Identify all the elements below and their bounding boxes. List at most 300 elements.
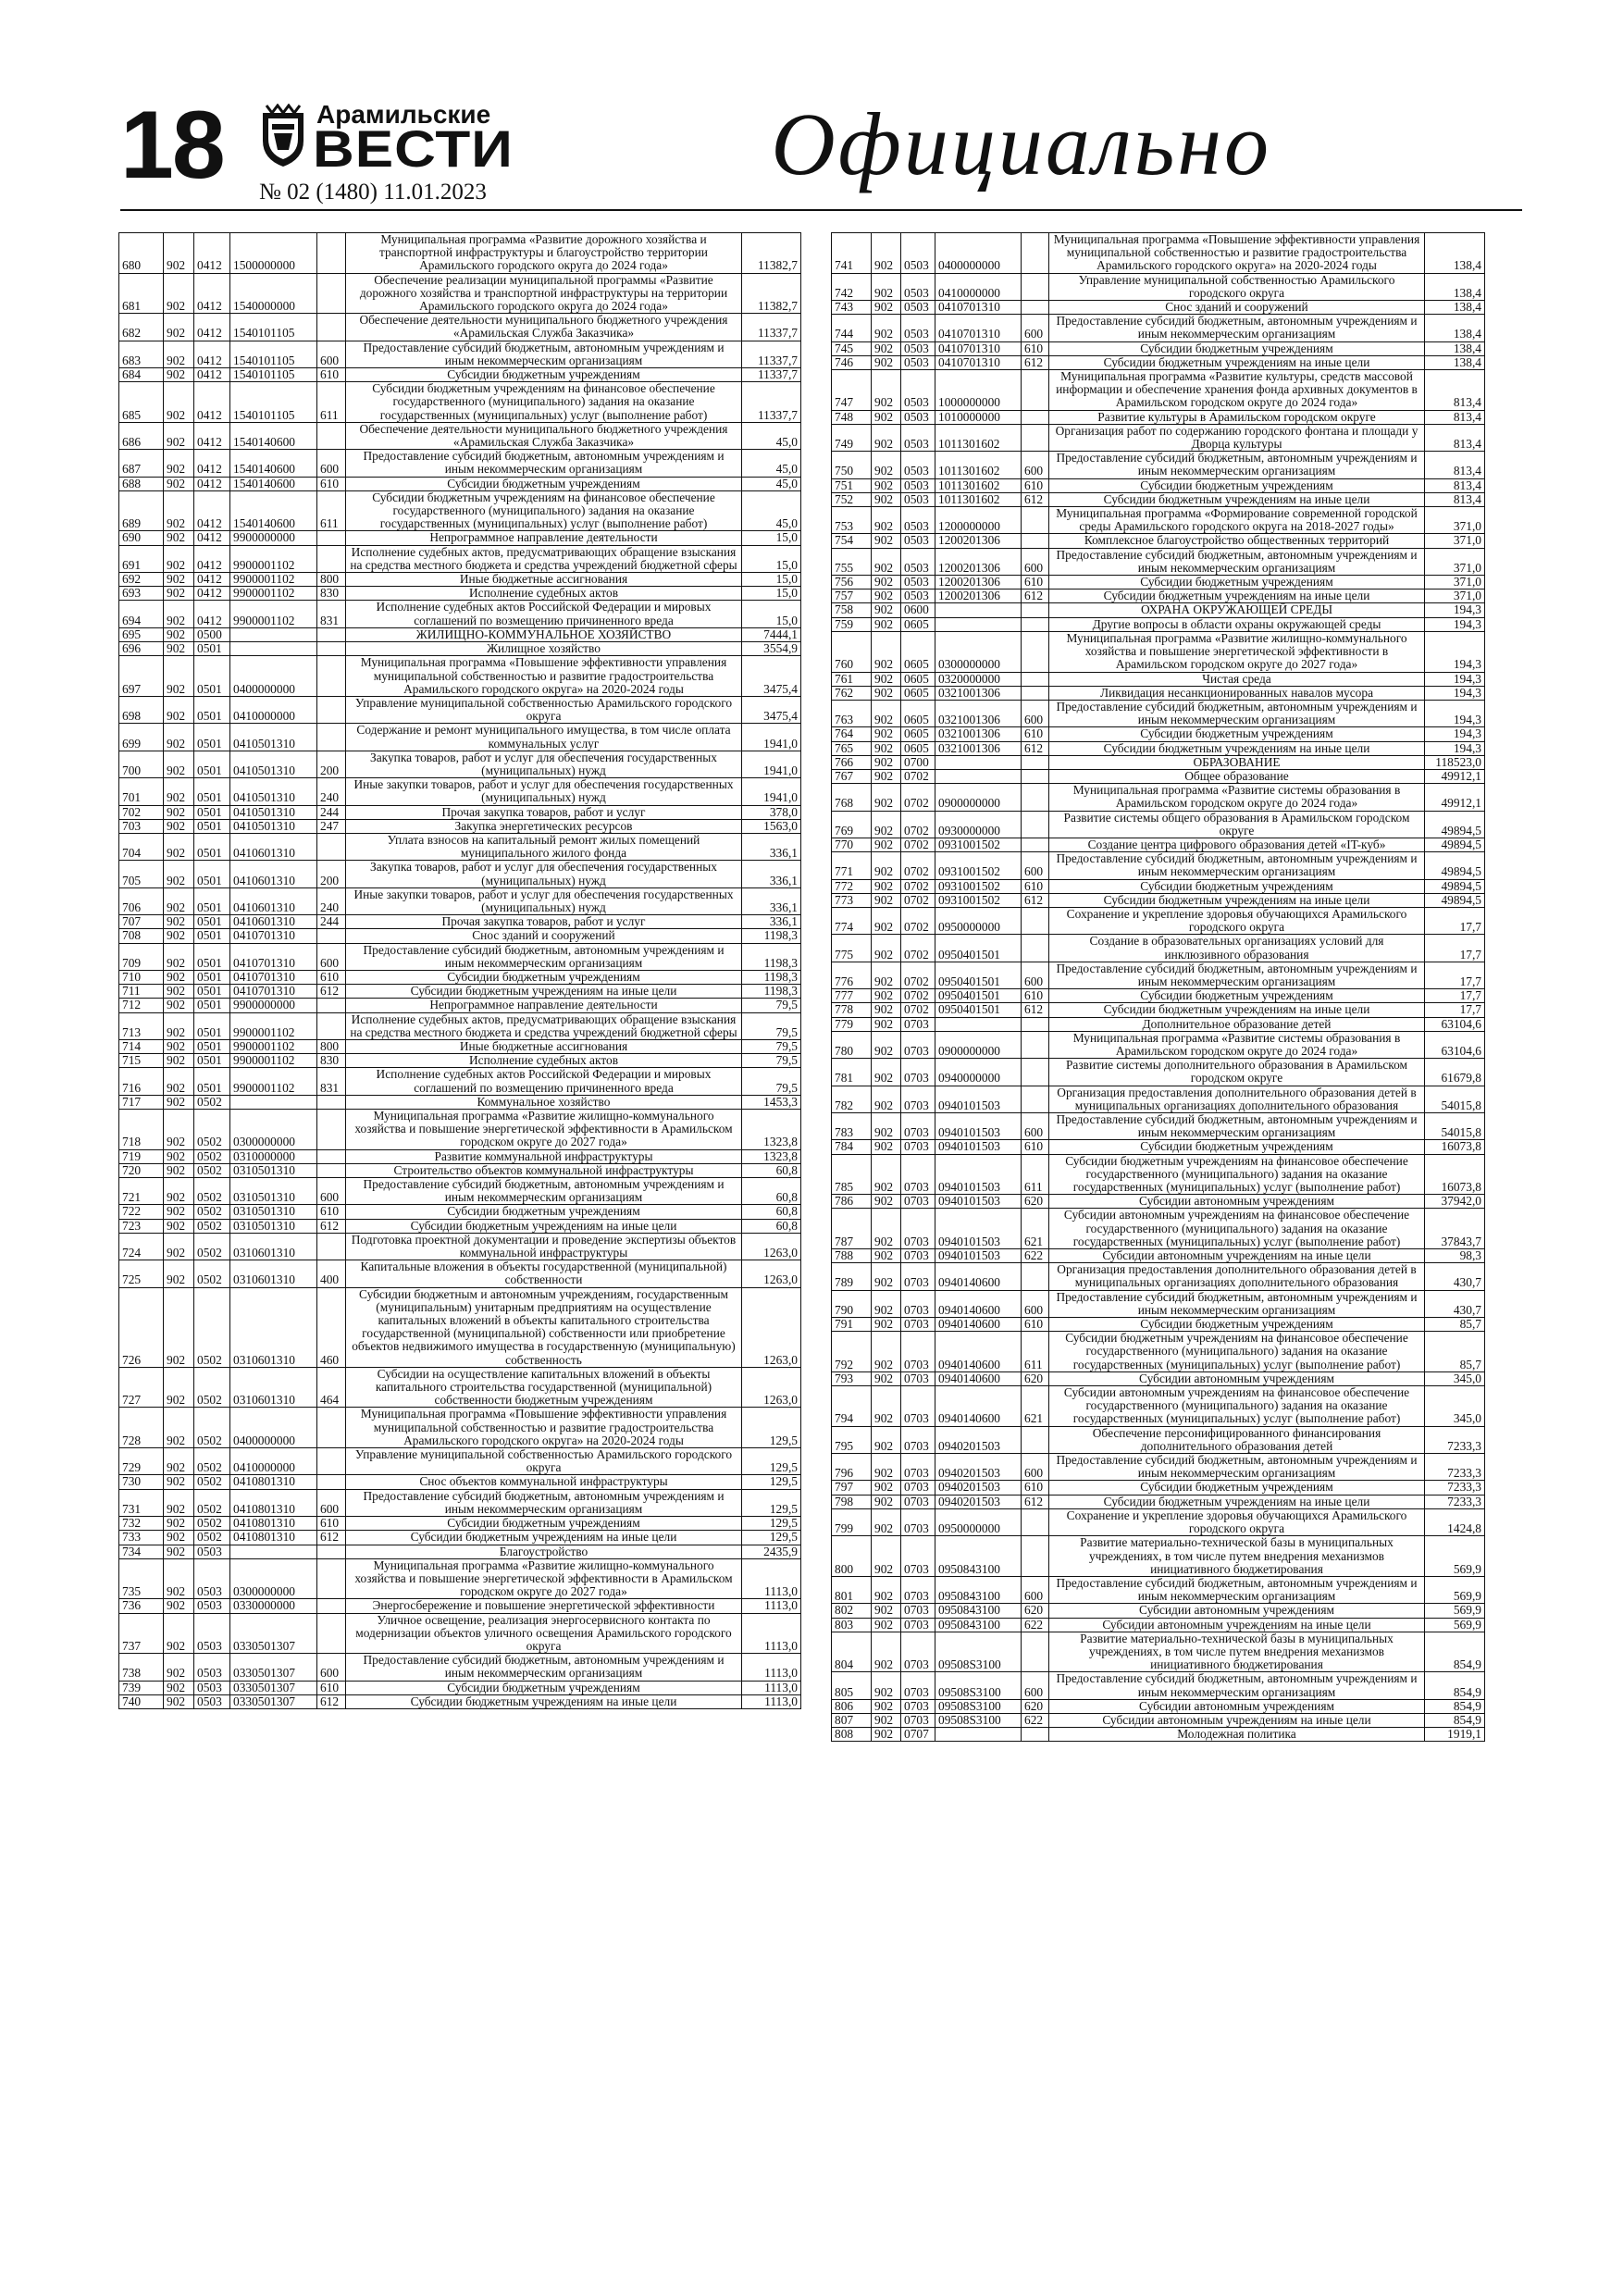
target-article: 0300000000 [230, 1110, 317, 1150]
section-code: 0503 [901, 355, 935, 369]
section-code: 0703 [901, 1154, 935, 1195]
item-name: Молодежная политика [1049, 1728, 1425, 1742]
expense-type [1022, 1086, 1049, 1112]
department-code: 902 [872, 548, 901, 575]
row-number: 783 [832, 1113, 872, 1140]
department-code: 902 [164, 1613, 194, 1654]
amount: 17,7 [1425, 907, 1485, 934]
item-name: Муниципальная программа «Развитие культуры, средств массовой информации и обеспечение хранения фонда архивных документов в Арамильском городском округе до 2024 года» [1049, 370, 1425, 411]
section-code: 0703 [901, 1495, 935, 1508]
item-name: Субсидии бюджетным учреждениям [346, 1517, 742, 1531]
target-article: 0940140600 [935, 1371, 1022, 1385]
section-code: 0501 [194, 819, 230, 833]
department-code: 902 [164, 1475, 194, 1489]
table-row [832, 727, 1485, 741]
department-code: 902 [164, 943, 194, 970]
table-row [119, 887, 801, 914]
department-code: 902 [164, 1654, 194, 1681]
row-number: 697 [119, 656, 164, 697]
amount: 79,5 [742, 1039, 801, 1053]
table-row [832, 755, 1485, 769]
table-row [119, 656, 801, 697]
row-number: 774 [832, 907, 872, 934]
row-number: 741 [832, 233, 872, 274]
amount: 7233,3 [1425, 1454, 1485, 1481]
table-row [832, 686, 1485, 700]
target-article: 1540140600 [230, 477, 317, 490]
item-name: Исполнение судебных актов Российской Федерации и мировых соглашений по возмещению причиненного вреда [346, 1068, 742, 1095]
target-article: 0410801310 [230, 1531, 317, 1545]
amount: 345,0 [1425, 1386, 1485, 1427]
target-article: 0940201503 [935, 1426, 1022, 1453]
section-code: 0503 [194, 1681, 230, 1694]
department-code: 902 [872, 1495, 901, 1508]
section-code: 0502 [194, 1475, 230, 1489]
department-code: 902 [872, 233, 901, 274]
item-name: Субсидии автономным учреждениям [1049, 1699, 1425, 1713]
department-code: 902 [164, 1287, 194, 1367]
row-number: 790 [832, 1290, 872, 1317]
section-code: 0702 [901, 769, 935, 783]
expense-type [317, 1599, 346, 1613]
department-code: 902 [872, 1290, 901, 1317]
target-article: 0410701310 [935, 315, 1022, 341]
table-row [832, 1426, 1485, 1453]
table-row [119, 1475, 801, 1489]
department-code: 902 [872, 452, 901, 478]
table-row [119, 1219, 801, 1233]
section-code: 0702 [901, 838, 935, 851]
amount: 1113,0 [742, 1599, 801, 1613]
item-name: Непрограммное направление деятельности [346, 531, 742, 545]
department-code: 902 [164, 1205, 194, 1219]
item-name: Развитие культуры в Арамильском городском округе [1049, 410, 1425, 424]
expense-type: 621 [1022, 1386, 1049, 1427]
amount: 85,7 [1425, 1318, 1485, 1332]
section-code: 0501 [194, 656, 230, 697]
target-article: 0940101503 [935, 1249, 1022, 1263]
expense-type: 600 [1022, 1672, 1049, 1699]
expense-type: 612 [317, 985, 346, 999]
target-article: 09508S3100 [935, 1632, 1022, 1672]
table-row [832, 1386, 1485, 1427]
section-code: 0703 [901, 1195, 935, 1209]
row-number: 744 [832, 315, 872, 341]
target-article: 0931001502 [935, 893, 1022, 907]
expense-type: 610 [1022, 1318, 1049, 1332]
expense-type [1022, 617, 1049, 631]
item-name: Предоставление субсидий бюджетным, автономным учреждениям и иным некоммерческим организациям [1049, 962, 1425, 988]
expense-type: 612 [317, 1694, 346, 1708]
section-code: 0703 [901, 1713, 935, 1727]
amount: 11337,7 [742, 341, 801, 367]
department-code: 902 [164, 490, 194, 531]
amount: 63104,6 [1425, 1017, 1485, 1031]
expense-type: 244 [317, 915, 346, 929]
expense-type [317, 656, 346, 697]
expense-type: 830 [317, 1054, 346, 1068]
expense-type: 611 [317, 382, 346, 423]
item-name: Субсидии бюджетным учреждениям [1049, 1140, 1425, 1154]
table-row [832, 1290, 1485, 1317]
department-code: 902 [872, 1536, 901, 1577]
row-number: 686 [119, 422, 164, 449]
item-name: Развитие системы дополнительного образования в Арамильском городском округе [1049, 1059, 1425, 1086]
row-number: 800 [832, 1536, 872, 1577]
expense-type [1022, 1728, 1049, 1742]
section-code: 0503 [194, 1654, 230, 1681]
section-code: 0412 [194, 341, 230, 367]
table-row [832, 879, 1485, 893]
table-row [832, 1332, 1485, 1372]
section-code: 0502 [194, 1110, 230, 1150]
amount: 1263,0 [742, 1287, 801, 1367]
item-name: Субсидии бюджетным учреждениям [1049, 1481, 1425, 1495]
target-article: 0310501310 [230, 1178, 317, 1205]
row-number: 729 [119, 1448, 164, 1475]
target-article [230, 642, 317, 656]
expense-type [317, 642, 346, 656]
item-name: Коммунальное хозяйство [346, 1095, 742, 1109]
table-row [832, 576, 1485, 590]
row-number: 732 [119, 1517, 164, 1531]
row-number: 769 [832, 811, 872, 838]
item-name: Закупка товаров, работ и услуг для обеспечения государственных (муниципальных) нужд [346, 751, 742, 777]
target-article: 0900000000 [935, 1031, 1022, 1058]
department-code: 902 [164, 587, 194, 601]
amount: 16073,8 [1425, 1140, 1485, 1154]
section-code: 0501 [194, 970, 230, 984]
section-code: 0703 [901, 1604, 935, 1618]
table-row [119, 1681, 801, 1694]
target-article: 0321001306 [935, 700, 1022, 726]
section-code: 0502 [194, 1448, 230, 1475]
expense-type [1022, 507, 1049, 534]
row-number: 687 [119, 450, 164, 477]
table-row [832, 1140, 1485, 1154]
item-name: Капитальные вложения в объекты государственной (муниципальной) собственности [346, 1260, 742, 1287]
amount: 11337,7 [742, 314, 801, 341]
target-article: 0410701310 [935, 301, 1022, 315]
expense-type: 622 [1022, 1249, 1049, 1263]
amount: 336,1 [742, 887, 801, 914]
row-number: 734 [119, 1545, 164, 1558]
expense-type: 247 [317, 819, 346, 833]
table-row [119, 490, 801, 531]
department-code: 902 [164, 273, 194, 314]
target-article: 0940140600 [935, 1318, 1022, 1332]
amount: 378,0 [742, 805, 801, 819]
section-code: 0501 [194, 1039, 230, 1053]
item-name: Субсидии автономным учреждениям на иные цели [1049, 1713, 1425, 1727]
department-code: 902 [164, 233, 194, 274]
amount: 371,0 [1425, 534, 1485, 548]
row-number: 727 [119, 1367, 164, 1408]
department-code: 902 [872, 1195, 901, 1209]
row-number: 704 [119, 833, 164, 860]
section-code: 0501 [194, 887, 230, 914]
table-row [119, 545, 801, 572]
target-article: 9900001102 [230, 1012, 317, 1039]
expense-type: 610 [1022, 576, 1049, 590]
amount: 37942,0 [1425, 1195, 1485, 1209]
target-article: 0410801310 [230, 1517, 317, 1531]
expense-type [317, 1408, 346, 1448]
section-code: 0502 [194, 1163, 230, 1177]
row-number: 794 [832, 1386, 872, 1427]
coat-of-arms-icon [259, 104, 307, 168]
department-code: 902 [164, 1531, 194, 1545]
section-code: 0501 [194, 805, 230, 819]
item-name: Субсидии бюджетным учреждениям [346, 368, 742, 382]
expense-type [1022, 672, 1049, 686]
item-name: Развитие коммунальной инфраструктуры [346, 1149, 742, 1163]
row-number: 742 [832, 273, 872, 300]
table-row [832, 590, 1485, 603]
expense-type: 831 [317, 601, 346, 627]
amount: 371,0 [1425, 548, 1485, 575]
table-row [832, 410, 1485, 424]
department-code: 902 [164, 477, 194, 490]
target-article: 0940101503 [935, 1086, 1022, 1112]
item-name: Прочая закупка товаров, работ и услуг [346, 805, 742, 819]
section-code: 0502 [194, 1408, 230, 1448]
amount: 60,8 [742, 1205, 801, 1219]
table-row [119, 1163, 801, 1177]
target-article [230, 1095, 317, 1109]
department-code: 902 [872, 1632, 901, 1672]
expense-type [1022, 769, 1049, 783]
target-article: 0410701310 [230, 929, 317, 943]
row-number: 710 [119, 970, 164, 984]
expense-type: 612 [1022, 1003, 1049, 1017]
table-row [119, 696, 801, 723]
department-code: 902 [872, 301, 901, 315]
item-name: Уличное освещение, реализация энергосервисного контакта по модернизации объектов уличного освещения Арамильского городского округа [346, 1613, 742, 1654]
target-article: 0410601310 [230, 915, 317, 929]
department-code: 902 [872, 1017, 901, 1031]
row-number: 726 [119, 1287, 164, 1367]
table-row [119, 1233, 801, 1260]
department-code: 902 [872, 838, 901, 851]
expense-type: 611 [317, 490, 346, 531]
department-code: 902 [872, 1576, 901, 1603]
row-number: 798 [832, 1495, 872, 1508]
expense-type [317, 999, 346, 1012]
target-article: 0400000000 [935, 233, 1022, 274]
item-name: Субсидии автономным учреждениям [1049, 1371, 1425, 1385]
target-article: 0410501310 [230, 751, 317, 777]
target-article: 9900001102 [230, 545, 317, 572]
amount: 17,7 [1425, 935, 1485, 962]
target-article: 0410501310 [230, 778, 317, 805]
item-name: Муниципальная программа «Повышение эффективности управления муниципальной собственностью и развитие градостроительства Арамильского городского округа» на 2020-2024 годы [346, 1408, 742, 1448]
department-code: 902 [164, 1219, 194, 1233]
amount: 138,4 [1425, 273, 1485, 300]
expense-type: 610 [1022, 879, 1049, 893]
row-number: 796 [832, 1454, 872, 1481]
target-article: 1200000000 [935, 507, 1022, 534]
section-code: 0703 [901, 1576, 935, 1603]
department-code: 902 [164, 985, 194, 999]
row-number: 793 [832, 1371, 872, 1385]
target-article: 0330000000 [230, 1599, 317, 1613]
department-code: 902 [872, 410, 901, 424]
section-code: 0502 [194, 1233, 230, 1260]
row-number: 781 [832, 1059, 872, 1086]
expense-type [1022, 686, 1049, 700]
table-row [832, 811, 1485, 838]
section-code: 0703 [901, 1290, 935, 1317]
item-name: Управление муниципальной собственностью Арамильского городского округа [1049, 273, 1425, 300]
amount: 138,4 [1425, 233, 1485, 274]
item-name: Субсидии бюджетным учреждениям [1049, 341, 1425, 355]
target-article: 9900000000 [230, 999, 317, 1012]
table-row [832, 838, 1485, 851]
row-number: 738 [119, 1654, 164, 1681]
department-code: 902 [872, 1154, 901, 1195]
item-name: Муниципальная программа «Повышение эффективности управления муниципальной собственностью и развитие градостроительства Арамильского городского округа» на 2020-2024 годы [346, 656, 742, 697]
expense-type [1022, 907, 1049, 934]
section-code: 0503 [901, 576, 935, 590]
target-article: 1540101105 [230, 382, 317, 423]
section-code: 0502 [194, 1178, 230, 1205]
item-name: Субсидии бюджетным учреждениям на финансовое обеспечение государственного (муниципального) задания на оказание государственных (муниципальных) услуг (выполнение работ) [1049, 1332, 1425, 1372]
table-row [832, 1481, 1485, 1495]
amount: 813,4 [1425, 492, 1485, 506]
department-code: 902 [164, 915, 194, 929]
table-row [119, 819, 801, 833]
row-number: 808 [832, 1728, 872, 1742]
amount: 54015,8 [1425, 1086, 1485, 1112]
amount: 129,5 [742, 1475, 801, 1489]
amount: 60,8 [742, 1163, 801, 1177]
table-row [832, 301, 1485, 315]
department-code: 902 [872, 478, 901, 492]
row-number: 778 [832, 1003, 872, 1017]
section-code: 0412 [194, 477, 230, 490]
item-name: Другие вопросы в области охраны окружающей среды [1049, 617, 1425, 631]
expense-type: 622 [1022, 1618, 1049, 1632]
expense-type: 611 [1022, 1154, 1049, 1195]
expense-type [1022, 1632, 1049, 1672]
expense-type [1022, 424, 1049, 451]
item-name: Субсидии бюджетным учреждениям на иные цели [1049, 893, 1425, 907]
expense-type [317, 1233, 346, 1260]
amount: 569,9 [1425, 1618, 1485, 1632]
amount: 336,1 [742, 915, 801, 929]
table-row [119, 1408, 801, 1448]
amount: 138,4 [1425, 315, 1485, 341]
amount: 1113,0 [742, 1558, 801, 1599]
amount: 49912,1 [1425, 769, 1485, 783]
target-article: 0310601310 [230, 1367, 317, 1408]
row-number: 693 [119, 587, 164, 601]
target-article [935, 603, 1022, 617]
table-row [119, 477, 801, 490]
target-article: 0310501310 [230, 1163, 317, 1177]
amount: 7233,3 [1425, 1495, 1485, 1508]
expense-type: 600 [1022, 315, 1049, 341]
expense-type: 612 [1022, 590, 1049, 603]
target-article: 0950843100 [935, 1536, 1022, 1577]
department-code: 902 [164, 1149, 194, 1163]
amount: 17,7 [1425, 989, 1485, 1003]
department-code: 902 [872, 1481, 901, 1495]
target-article: 0321001306 [935, 727, 1022, 741]
department-code: 902 [164, 887, 194, 914]
row-number: 762 [832, 686, 872, 700]
expense-type: 610 [317, 1517, 346, 1531]
row-number: 713 [119, 1012, 164, 1039]
table-row [832, 769, 1485, 783]
item-name: Субсидии на осуществление капитальных вложений в объекты капитального строительства государственной (муниципальной) собственности бюджетным учреждениям [346, 1367, 742, 1408]
amount: 11337,7 [742, 368, 801, 382]
section-code: 0502 [194, 1531, 230, 1545]
amount: 63104,6 [1425, 1031, 1485, 1058]
row-number: 735 [119, 1558, 164, 1599]
row-number: 758 [832, 603, 872, 617]
amount: 138,4 [1425, 341, 1485, 355]
row-number: 680 [119, 233, 164, 274]
row-number: 750 [832, 452, 872, 478]
target-article: 1500000000 [230, 233, 317, 274]
table-row [832, 233, 1485, 274]
table-row [119, 450, 801, 477]
item-name: Обеспечение деятельности муниципального бюджетного учреждения «Арамильская Служба Заказчика» [346, 314, 742, 341]
target-article: 9900001102 [230, 1039, 317, 1053]
row-number: 755 [832, 548, 872, 575]
amount: 1113,0 [742, 1694, 801, 1708]
table-row [832, 1699, 1485, 1713]
department-code: 902 [164, 627, 194, 641]
department-code: 902 [164, 601, 194, 627]
expense-type: 612 [1022, 492, 1049, 506]
item-name: Предоставление субсидий бюджетным, автономным учреждениям и иным некоммерческим организациям [346, 341, 742, 367]
table-row [832, 1454, 1485, 1481]
amount: 569,9 [1425, 1576, 1485, 1603]
amount: 813,4 [1425, 424, 1485, 451]
item-name: Субсидии бюджетным учреждениям [1049, 1318, 1425, 1332]
expense-type [1022, 534, 1049, 548]
table-row [119, 1599, 801, 1613]
department-code: 902 [872, 1672, 901, 1699]
target-article: 0310601310 [230, 1287, 317, 1367]
row-number: 720 [119, 1163, 164, 1177]
table-row [832, 424, 1485, 451]
target-article: 0900000000 [935, 784, 1022, 811]
expense-type [317, 1095, 346, 1109]
amount: 15,0 [742, 587, 801, 601]
expense-type [317, 696, 346, 723]
section-code: 0503 [194, 1694, 230, 1708]
table-row [119, 368, 801, 382]
section-code: 0503 [194, 1545, 230, 1558]
item-name: Развитие системы общего образования в Арамильском городском округе [1049, 811, 1425, 838]
row-number: 698 [119, 696, 164, 723]
item-name: Субсидии автономным учреждениям на финансовое обеспечение государственного (муниципального) задания на оказание государственных (муниципальных) услуг (выполнение работ) [1049, 1209, 1425, 1249]
department-code: 902 [872, 355, 901, 369]
department-code: 902 [872, 784, 901, 811]
target-article: 0410601310 [230, 887, 317, 914]
table-row [832, 492, 1485, 506]
amount: 194,3 [1425, 617, 1485, 631]
row-number: 716 [119, 1068, 164, 1095]
item-name: Субсидии бюджетным учреждениям [1049, 478, 1425, 492]
target-article: 0410601310 [230, 861, 317, 887]
expense-type [1022, 1536, 1049, 1577]
section-code: 0702 [901, 852, 935, 879]
